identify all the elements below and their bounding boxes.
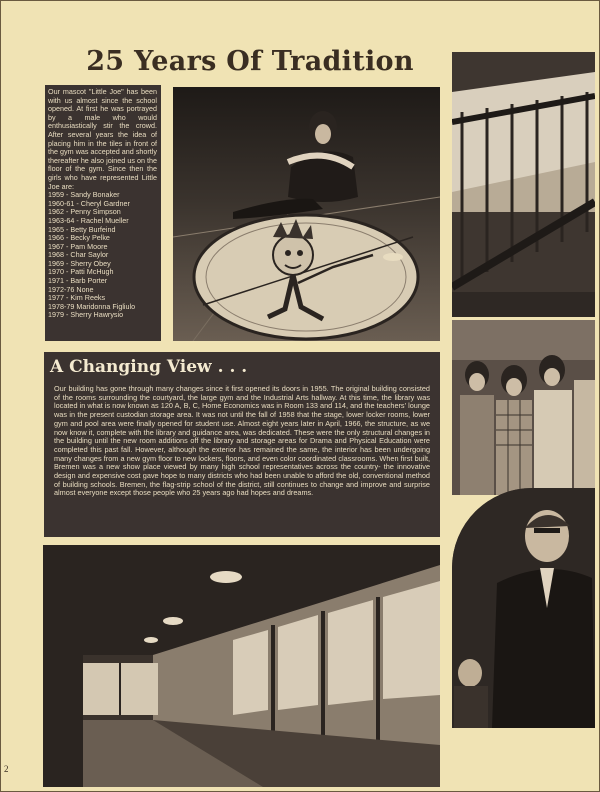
changing-view-box <box>44 352 440 537</box>
hallway-photo <box>43 545 440 787</box>
mascot-list-item: 1968 - Char Saylor <box>48 250 109 260</box>
mascot-list-item: 1969 - Sherry Obey <box>48 258 111 268</box>
stairwell-photo-image <box>452 52 595 317</box>
changing-view-body: Our building has gone through many changes since it first opened its doors in 1955. The original building consisted of the rooms surrounding the courtyard, the large gym and the Industrial Arts hallway. At this time, the library was located in what is now known as 120 A, B, C, Home Economics was in Room 133 and 114, and the teachers' lounge was in the present custodian storage area. It was not until the fall of 1958 that the stage, lower locker rooms, lower gym and pool area were finally opened for student use. Almost eight years later in April, 1966, the structure, as we now know it, complete with the library and guidance area, was dedicated. These were the only structural changes in the building until the new room additions off the library and storage areas for Drama and Physical Education were completed this past fall. However, although the exterior has remained the same, the interior has been undergoing many changes from a new gym floor to new lockers, floors, and even color coordinated classrooms. When first built, Bremen was a new show place viewed by many high school representatives across the country- the innovative design and expensive cost gave hope to many districts who had been unable to afford the old, conventional method of building schools. Bremen, the flag-strip school of the district, still continues to change and improve and surprise almost everyone except those people who 25 years ago had hopes and dreams. <box>54 384 430 498</box>
mascot-list-item: 1979 - Sherry Hawrysio <box>48 310 124 320</box>
mascot-intro: Our mascot "Little Joe" has been with us almost since the school opened. At first he was portrayed by a male who would enthusiastically stir the crowd. After several years the idea of placing him in the tiles in front of the gym was accepted and shortly thereafter he also joined us on the floor of the gym. Since then the girls who have represented Little Joe are: <box>48 87 157 191</box>
stairwell-photo <box>452 52 595 317</box>
speaker-photo <box>452 488 595 728</box>
mascot-list-item: 1965 - Betty Burfeind <box>48 224 116 234</box>
mascot-list-item: 1962 - Penny Simpson <box>48 207 121 217</box>
gym-mascot-photo <box>173 87 440 341</box>
crowd-photo <box>452 320 595 495</box>
speaker-photo-image <box>452 488 595 728</box>
mascot-list-item: 1959 - Sandy Bonaker <box>48 190 120 200</box>
hallway-photo-image <box>43 545 440 787</box>
changing-view-title: A Changing View . . . <box>50 357 248 377</box>
mascot-list-item: 1978-79 Maridonna Figliulo <box>48 301 136 311</box>
gym-photo-image <box>173 87 440 341</box>
mascot-list-item: 1970 - Patti McHugh <box>48 267 114 277</box>
mascot-text-box <box>45 85 161 341</box>
crowd-photo-image <box>452 320 595 495</box>
mascot-list-item: 1971 - Barb Porter <box>48 276 108 286</box>
mascot-list-item: 1966 - Becky Pelke <box>48 233 110 243</box>
page-title: 25 Years Of Tradition <box>86 46 414 77</box>
page-number: 2 <box>4 764 9 774</box>
mascot-list-item: 1967 - Pam Moore <box>48 241 108 251</box>
mascot-list <box>48 191 157 320</box>
mascot-list-item: 1972-76 None <box>48 284 94 294</box>
mascot-list-item: 1960-61 - Cheryl Gardner <box>48 198 130 208</box>
mascot-list-item: 1963-64 - Rachel Mueller <box>48 215 129 225</box>
mascot-list-item: 1977 - Kim Reeks <box>48 293 106 303</box>
